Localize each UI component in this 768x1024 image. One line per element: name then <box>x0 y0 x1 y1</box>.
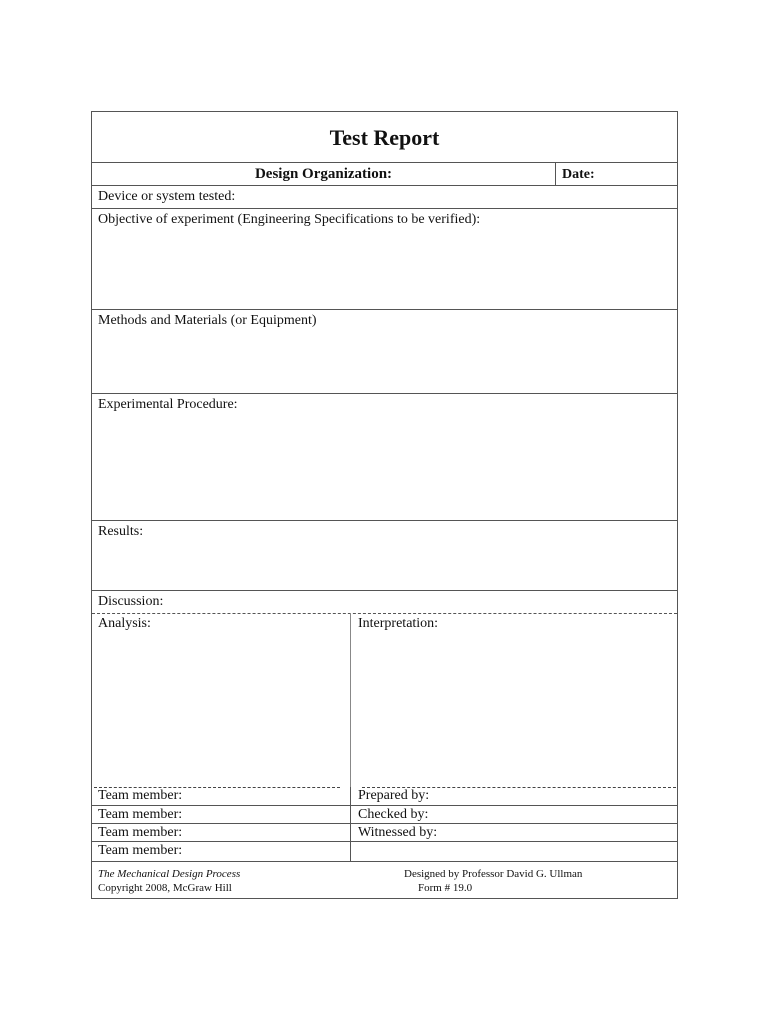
procedure-field[interactable] <box>92 393 677 520</box>
form-footer <box>92 861 677 900</box>
test-report-form <box>91 111 678 899</box>
results-field[interactable] <box>92 520 677 590</box>
interpretation-label: Interpretation: <box>358 616 439 631</box>
discussion-row <box>92 590 677 613</box>
copyright-text: Copyright 2008, McGraw Hill <box>98 882 232 894</box>
book-title: The Mechanical Design Process <box>98 868 241 880</box>
form-title: Test Report <box>329 125 440 150</box>
device-tested-field[interactable] <box>92 185 677 208</box>
team-row-4 <box>92 841 677 859</box>
checked-by-label[interactable]: Checked by: <box>358 807 429 822</box>
methods-label: Methods and Materials (or Equipment) <box>98 313 317 328</box>
date-label: Date: <box>562 167 595 182</box>
team-member-label[interactable]: Team member: <box>98 825 183 840</box>
design-organization-label: Design Organization: <box>254 166 393 182</box>
analysis-label: Analysis: <box>98 616 151 631</box>
prepared-by-label[interactable]: Prepared by: <box>358 788 430 803</box>
organization-row <box>92 162 677 185</box>
form-number: Form # 19.0 <box>418 882 473 894</box>
team-row-1 <box>92 787 677 805</box>
device-tested-label: Device or system tested: <box>98 189 236 204</box>
footer-right <box>404 867 582 895</box>
results-label: Results: <box>98 524 144 539</box>
discussion-label: Discussion: <box>98 594 164 609</box>
objective-field[interactable] <box>92 208 677 309</box>
methods-field[interactable] <box>92 309 677 393</box>
interpretation-field[interactable] <box>358 615 668 787</box>
footer-left <box>98 867 240 895</box>
analysis-field[interactable] <box>92 613 350 787</box>
objective-label: Objective of experiment (Engineering Specifications to be verified): <box>98 212 481 227</box>
team-member-label[interactable]: Team member: <box>98 843 183 858</box>
org-date-divider <box>555 163 556 185</box>
team-member-label[interactable]: Team member: <box>98 788 183 803</box>
team-row-3 <box>92 823 677 841</box>
witnessed-by-label[interactable]: Witnessed by: <box>358 825 438 840</box>
team-member-label[interactable]: Team member: <box>98 807 183 822</box>
procedure-label: Experimental Procedure: <box>98 397 238 412</box>
designer-credit: Designed by Professor David G. Ullman <box>404 868 583 880</box>
team-row-2 <box>92 805 677 823</box>
